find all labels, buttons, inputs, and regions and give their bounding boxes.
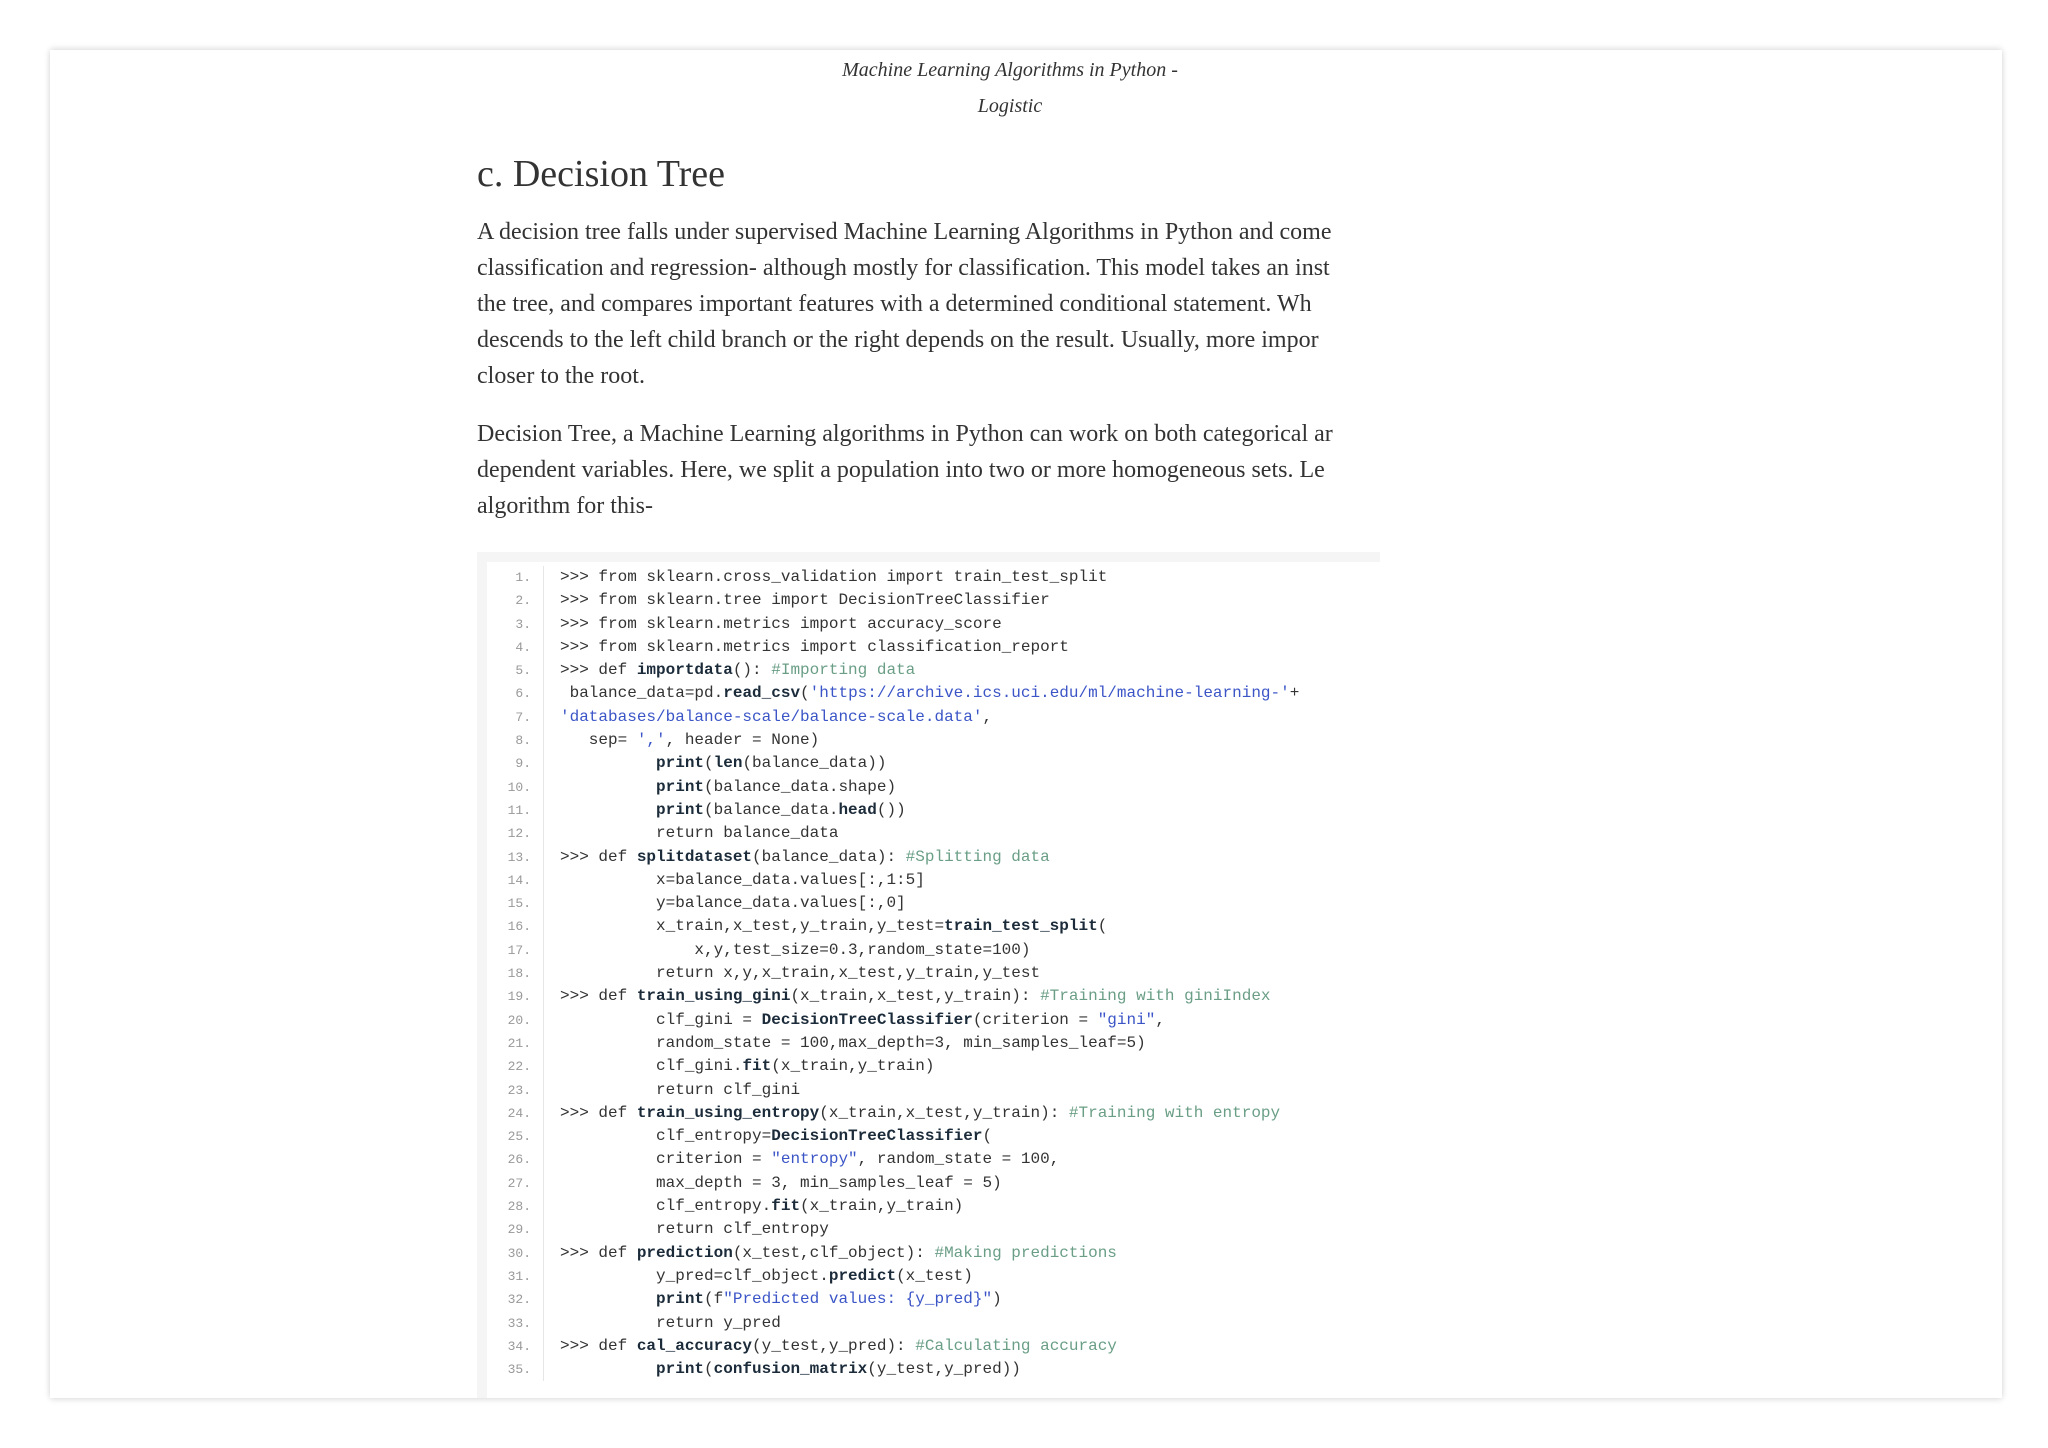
code-token [560,754,656,772]
code-token: >>> def [560,847,637,866]
code-token: >>> def [560,987,637,1006]
line-number: 8. [487,729,544,752]
code-text [544,1288,1002,1311]
code-token: clf_gini. [560,1057,743,1076]
code-token: y_pred=clf_object. [560,1266,829,1285]
code-token: return x,y,x_train,x_test,y_train,y_test [560,964,1041,983]
line-number: 17. [487,939,544,962]
code-token: >>> from sklearn.metrics import classification_report [560,637,1069,656]
code-text [544,659,915,682]
code-text [544,799,906,822]
paragraph-line: Decision Tree, a Machine Learning algorithms in Python can work on both categorical ar [477,421,1333,447]
code-token: train_using_gini [636,987,791,1006]
code-token: balance_data=pd. [560,684,724,703]
code-text [544,1125,992,1148]
code-token: y=balance_data.values[:,0] [560,894,906,913]
code-text [544,1055,934,1078]
code-token: DecisionTreeClassifier [761,1010,973,1029]
code-token: criterion = [560,1150,772,1169]
code-token: read_csv [723,684,801,703]
code-line [487,1195,1380,1218]
code-token: max_depth = 3, min_samples_leaf = 5) [560,1173,1002,1192]
code-text [544,589,1050,612]
code-line [487,985,1380,1008]
code-text [544,636,1069,659]
line-number: 12. [487,822,544,845]
code-token: x,y,test_size=0.3,random_state=100) [560,940,1031,959]
code-token: , [982,707,993,726]
line-number: 35. [487,1358,544,1381]
code-text [544,682,1299,705]
code-text [544,566,1107,589]
code-token: prediction [636,1243,733,1262]
line-number: 34. [487,1335,544,1358]
code-token: print [656,754,705,773]
code-token: (balance_data.shape) [704,777,897,796]
code-token [560,1360,656,1378]
code-token: ( [1097,917,1108,936]
code-text [544,892,906,915]
code-text [544,869,925,892]
code-token: (balance_data): [752,847,906,866]
code-text [544,1032,1146,1055]
code-line [487,729,1380,752]
code-line [487,1358,1380,1381]
code-line [487,869,1380,892]
code-token [560,801,656,819]
code-token: , [1155,1010,1165,1029]
code-token: (criterion = [972,1010,1098,1029]
code-token: (x_train,x_test,y_train): [790,987,1041,1006]
line-number: 24. [487,1102,544,1125]
line-number: 11. [487,799,544,822]
code-token: return clf_entropy [560,1220,829,1239]
code-token: clf_entropy= [560,1127,772,1146]
code-token: (): [732,661,772,680]
code-token: x=balance_data.values[:,1:5] [560,870,925,889]
code-text [544,1102,1280,1125]
line-number: 30. [487,1242,544,1265]
code-token: fit [742,1057,772,1076]
line-number: 16. [487,915,544,938]
code-token: #Calculating accuracy [915,1336,1117,1355]
code-text [544,1079,800,1102]
code-token: print [656,1360,705,1379]
code-token: clf_entropy. [560,1197,772,1216]
code-text [544,776,896,799]
code-token: confusion_matrix [713,1360,868,1379]
code-line [487,799,1380,822]
code-token: (x_test) [896,1266,973,1285]
code-token: len [713,754,743,773]
code-token: ) [992,1290,1002,1309]
code-token: #Importing data [771,661,916,680]
code-token: "entropy" [771,1150,858,1169]
code-token: predict [828,1266,897,1285]
line-number: 19. [487,985,544,1008]
code-token: (y_test,y_pred): [752,1336,916,1355]
code-token: (x_train,x_test,y_train): [819,1103,1069,1122]
code-token: train_using_entropy [636,1103,820,1122]
code-line [487,636,1380,659]
line-number: 26. [487,1148,544,1171]
code-line [487,1242,1380,1265]
code-token: (balance_data. [704,800,839,819]
line-number: 21. [487,1032,544,1055]
code-text [544,822,838,845]
line-number: 14. [487,869,544,892]
code-text [544,1242,1117,1265]
code-line [487,1148,1380,1171]
code-token: >>> from sklearn.tree import DecisionTreeClassifier [560,591,1050,610]
line-number: 2. [487,589,544,612]
line-number: 5. [487,659,544,682]
code-token: ( [982,1127,993,1146]
code-line [487,776,1380,799]
line-number: 1. [487,566,544,589]
line-number: 27. [487,1172,544,1195]
line-number: 32. [487,1288,544,1311]
paragraph-line: A decision tree falls under supervised Machine Learning Algorithms in Python and come [477,219,1332,245]
code-token: print [656,1290,705,1309]
code-token: >>> from sklearn.cross_validation import train_test_split [560,568,1108,586]
code-token: , header = None) [665,731,820,750]
code-line [487,1335,1380,1358]
paragraph-line: algorithm for this- [477,493,653,519]
code-token: sep= [560,731,637,750]
line-number: 7. [487,706,544,729]
code-token: return clf_gini [560,1080,801,1099]
code-token: (f [704,1290,724,1309]
paragraph [477,214,1380,394]
paragraph-line: descends to the left child branch or the right depends on the result. Usually, more impor [477,327,1319,353]
line-number: 15. [487,892,544,915]
code-token: DecisionTreeClassifier [771,1127,983,1146]
code-text [544,1148,1059,1171]
code-line [487,1172,1380,1195]
code-token: ( [704,1360,714,1379]
code-text [544,729,819,752]
caption-line: Logistic [977,95,1043,117]
code-token: >>> def [560,1336,637,1355]
code-token: head [838,800,877,819]
paragraph-line: classification and regression- although mostly for classification. This model takes an inst [477,255,1330,281]
code-line [487,1055,1380,1078]
code-line [487,589,1380,612]
line-number: 23. [487,1079,544,1102]
code-text [544,1312,781,1335]
code-text [544,613,1002,636]
code-text [544,985,1271,1008]
code-text [544,1195,963,1218]
paragraph-line: closer to the root. [477,363,645,389]
code-line [487,846,1380,869]
code-line [487,682,1380,705]
code-token: ( [704,754,714,773]
code-token: #Making predictions [934,1243,1117,1262]
code-token: "gini" [1097,1010,1156,1029]
code-line [487,915,1380,938]
code-token: 'databases/balance-scale/balance-scale.data' [560,707,983,726]
section-body [477,214,1380,524]
code-token: (x_train,y_train) [771,1057,935,1076]
code-token: fit [771,1197,801,1216]
line-number: 9. [487,752,544,775]
line-number: 10. [487,776,544,799]
code-token: ',' [636,731,666,750]
section-heading: c. Decision Tree [477,153,726,195]
code-token: #Training with entropy [1068,1103,1281,1122]
line-number: 20. [487,1009,544,1032]
line-number: 3. [487,613,544,636]
code-token: >>> def [560,1103,637,1122]
code-line [487,892,1380,915]
code-text [544,752,886,775]
line-number: 25. [487,1125,544,1148]
code-text [544,846,1050,869]
code-line [487,566,1380,589]
code-line [487,1288,1380,1311]
code-token: return y_pred [560,1313,781,1332]
code-line [487,706,1380,729]
code-token: 'https://archive.ics.uci.edu/ml/machine-learning-' [809,684,1290,703]
code-token: + [1289,684,1300,703]
code-token: #Training with giniIndex [1040,987,1271,1006]
code-token: print [656,800,705,819]
image-caption [780,52,1240,124]
code-token: "Predicted values: {y_pred}" [723,1290,993,1309]
code-token: return balance_data [560,824,839,843]
line-number: 29. [487,1218,544,1241]
code-line [487,1125,1380,1148]
code-token: ()) [876,800,906,819]
code-line [487,939,1380,962]
code-line [487,659,1380,682]
code-block [477,552,1380,1398]
code-line [487,1312,1380,1335]
code-line [487,1079,1380,1102]
code-token: x_train,x_test,y_train,y_test= [560,917,945,936]
code-token: ( [800,684,810,703]
code-text [544,1218,829,1241]
code-token: >>> from sklearn.metrics import accuracy_score [560,614,1002,633]
line-number: 33. [487,1312,544,1335]
code-token: >>> def [560,1243,637,1262]
code-token: splitdataset [636,847,753,866]
code-line [487,962,1380,985]
line-number: 4. [487,636,544,659]
code-token: print [656,777,705,796]
code-line [487,1218,1380,1241]
code-line [487,1265,1380,1288]
line-number: 31. [487,1265,544,1288]
code-line [487,822,1380,845]
code-line [487,1032,1380,1055]
code-text [544,1265,973,1288]
code-text [544,962,1040,985]
line-number: 13. [487,846,544,869]
code-line [487,1009,1380,1032]
code-text [544,706,992,729]
code-token: train_test_split [944,917,1098,936]
paragraph-line: dependent variables. Here, we split a population into two or more homogeneous sets. Le [477,457,1325,483]
code-token: importdata [636,661,733,680]
line-number: 18. [487,962,544,985]
code-token: , random_state = 100, [857,1150,1060,1169]
code-token: clf_gini = [560,1010,762,1029]
code-line [487,1102,1380,1125]
code-text [544,939,1030,962]
code-text [544,1009,1165,1032]
code-text [544,1358,1021,1381]
line-number: 22. [487,1055,544,1078]
code-line [487,752,1380,775]
code-token [560,1290,656,1308]
code-token: (x_test,clf_object): [732,1243,935,1262]
line-number: 6. [487,682,544,705]
code-text [544,915,1107,938]
paragraph-line: the tree, and compares important features with a determined conditional statement. Wh [477,291,1312,317]
code-token: cal_accuracy [636,1336,753,1355]
code-token: random_state = 100,max_depth=3, min_samples_leaf=5) [560,1033,1146,1052]
line-number: 28. [487,1195,544,1218]
code-token: #Splitting data [905,847,1050,866]
article-content [477,148,1380,524]
code-token: >>> def [560,661,637,680]
code-token [560,778,656,796]
code-token: (balance_data)) [742,754,887,773]
code-line [487,613,1380,636]
paragraph [477,416,1380,524]
caption-line: Machine Learning Algorithms in Python - [842,59,1178,81]
code-text [544,1172,1002,1195]
code-token: (y_test,y_pred)) [867,1360,1021,1379]
code-token: (x_train,y_train) [800,1197,964,1216]
code-text [544,1335,1117,1358]
code-listing [487,562,1380,1398]
